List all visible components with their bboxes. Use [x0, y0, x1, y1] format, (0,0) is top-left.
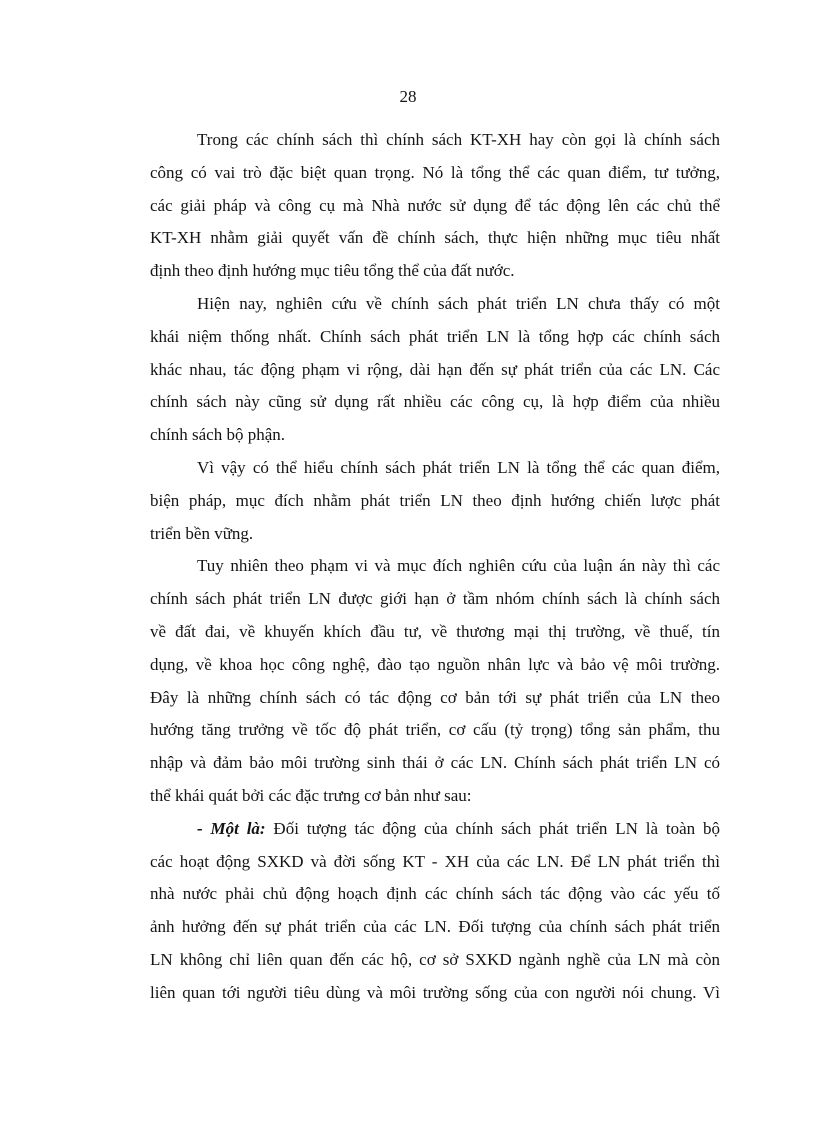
text-line: công có vai trò đặc biệt quan trọng. Nó là tổng thể các quan điểm, tư tưởng, — [150, 162, 720, 182]
text-line — [150, 813, 720, 846]
text-line: khác nhau, tác động phạm vi rộng, dài hạn đến sự phát triển của các LN. Các — [150, 359, 720, 379]
text-line: chính sách phát triển LN được giới hạn ở tầm nhóm chính sách là chính sách — [150, 589, 720, 609]
page-number: 28 — [399, 87, 417, 106]
text-line: các hoạt động SXKD và đời sống KT - XH của các LN. Để LN phát triển thì — [150, 851, 720, 871]
text-line: các giải pháp và công cụ mà Nhà nước sử dụng để tác động lên các chủ thể — [150, 195, 720, 215]
text-line: liên quan tới người tiêu dùng và môi trường sống của con người nói chung. Vì — [150, 982, 720, 1002]
text-line: về đất đai, về khuyến khích đầu tư, về thương mại thị trường, về thuế, tín — [150, 621, 720, 641]
point-one-first-line: Đối tượng tác động của chính sách phát triển LN là toàn bộ — [265, 818, 720, 838]
paragraph-scope — [150, 550, 720, 812]
text-line: nhập và đảm bảo môi trường sinh thái ở các LN. Chính sách phát triển LN có — [150, 753, 720, 773]
text-line: Trong các chính sách thì chính sách KT-XH hay còn gọi là chính sách — [197, 130, 720, 149]
paragraph-definition — [150, 288, 720, 452]
text-line: thể khái quát bởi các đặc trưng cơ bản như sau: — [150, 785, 472, 805]
text-line: biện pháp, mục đích nhằm phát triển LN theo định hướng chiến lược phát — [150, 490, 720, 510]
text-line: LN không chỉ liên quan đến các hộ, cơ sở SXKD ngành nghề của LN mà còn — [150, 949, 720, 969]
paragraph-point-one — [150, 813, 720, 1010]
text-line: hướng tăng trưởng về tốc độ phát triển, cơ cấu (tỷ trọng) tổng sản phẩm, thu — [150, 720, 720, 740]
text-line: triển bền vững. — [150, 523, 254, 543]
body-text — [150, 124, 720, 1010]
text-line: chính sách bộ phận. — [150, 425, 286, 445]
paragraph-public-policy — [150, 124, 720, 288]
text-line: định theo định hướng mục tiêu tổng thể của đất nước. — [150, 261, 515, 281]
text-line: nhà nước phải chủ động hoạch định các chính sách tác động vào các yếu tố — [150, 884, 720, 904]
text-line: Vì vậy có thể hiểu chính sách phát triển LN là tổng thể các quan điểm, — [197, 457, 720, 477]
text-line: KT-XH nhằm giải quyết vấn đề chính sách, thực hiện những mục tiêu nhất — [150, 228, 720, 248]
text-line: dụng, về khoa học công nghệ, đào tạo nguồn nhân lực và bảo vệ môi trường. — [150, 654, 720, 674]
paragraph-understanding — [150, 452, 720, 550]
text-line: Tuy nhiên theo phạm vi và mục đích nghiên cứu của luận án này thì các — [197, 556, 720, 576]
text-line: Hiện nay, nghiên cứu về chính sách phát triển LN chưa thấy có một — [197, 293, 720, 313]
text-line: chính sách này cũng sử dụng rất nhiều các công cụ, là hợp điểm của nhiều — [150, 392, 720, 412]
text-line: khái niệm thống nhất. Chính sách phát triển LN là tổng hợp các chính sách — [150, 326, 720, 346]
point-one-lead: - Một là: — [197, 818, 266, 838]
text-line: ảnh hưởng đến sự phát triển của các LN. Đối tượng của chính sách phát triển — [150, 917, 720, 937]
text-line: Đây là những chính sách có tác động cơ bản tới sự phát triển của LN theo — [150, 687, 720, 707]
